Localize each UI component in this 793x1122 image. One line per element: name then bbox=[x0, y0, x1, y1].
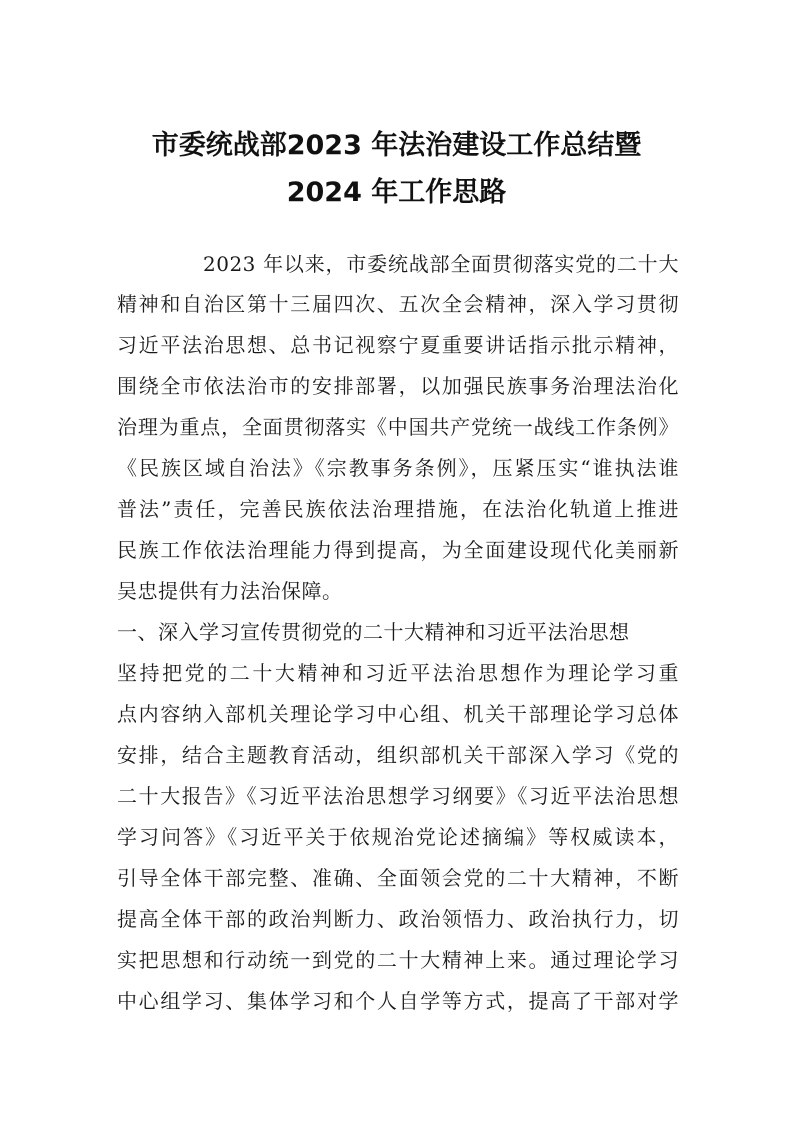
intro-paragraph-line: 2023 年以来，市委统战部全面贯彻落实党的二十大 bbox=[203, 252, 679, 276]
intro-paragraph-line: 民族工作依法治理能力得到提高，为全面建设现代化美丽新 bbox=[117, 538, 679, 562]
section-heading: 一、深入学习宣传贯彻党的二十大精神和习近平法治思想 bbox=[117, 620, 630, 644]
section-paragraph-line: 坚持把党的二十大精神和习近平法治思想作为理论学习重 bbox=[117, 661, 679, 685]
section-paragraph-line: 学习问答》《习近平关于依规治党论述摘编》等权威读本， bbox=[117, 825, 679, 849]
section-paragraph-line: 实把思想和行动统一到党的二十大精神上来。通过理论学习 bbox=[117, 948, 679, 972]
intro-paragraph-line: 《民族区域自治法》《宗教事务条例》，压紧压实“谁执法谁 bbox=[117, 456, 679, 480]
intro-paragraph-line: 习近平法治思想、总书记视察宁夏重要讲话指示批示精神， bbox=[117, 333, 679, 357]
intro-paragraph-line: 精神和自治区第十三届四次、五次全会精神，深入学习贯彻 bbox=[117, 292, 679, 316]
section-paragraph-line: 提高全体干部的政治判断力、政治领悟力、政治执行力，切 bbox=[117, 907, 679, 931]
document-title-line-2: 2024 年工作思路 bbox=[286, 177, 507, 208]
intro-paragraph-line: 围绕全市依法治市的安排部署，以加强民族事务治理法治化 bbox=[117, 374, 679, 398]
section-paragraph-line: 引导全体干部完整、准确、全面领会党的二十大精神，不断 bbox=[117, 866, 679, 890]
section-paragraph-line: 二十大报告》《习近平法治思想学习纲要》《习近平法治思想 bbox=[117, 784, 679, 808]
section-paragraph-line: 点内容纳入部机关理论学习中心组、机关干部理论学习总体 bbox=[117, 702, 679, 726]
section-paragraph-line: 中心组学习、集体学习和个人自学等方式，提高了干部对学 bbox=[117, 989, 679, 1013]
intro-paragraph-line: 治理为重点，全面贯彻落实《中国共产党统一战线工作条例》 bbox=[117, 415, 679, 439]
document-title-line-1: 市委统战部2023 年法治建设工作总结暨 bbox=[151, 130, 642, 161]
intro-paragraph-line: 普法”责任，完善民族依法治理措施，在法治化轨道上推进 bbox=[117, 497, 679, 521]
intro-paragraph-line: 吴忠提供有力法治保障。 bbox=[117, 579, 343, 603]
section-paragraph-line: 安排，结合主题教育活动，组织部机关干部深入学习《党的 bbox=[117, 743, 679, 767]
